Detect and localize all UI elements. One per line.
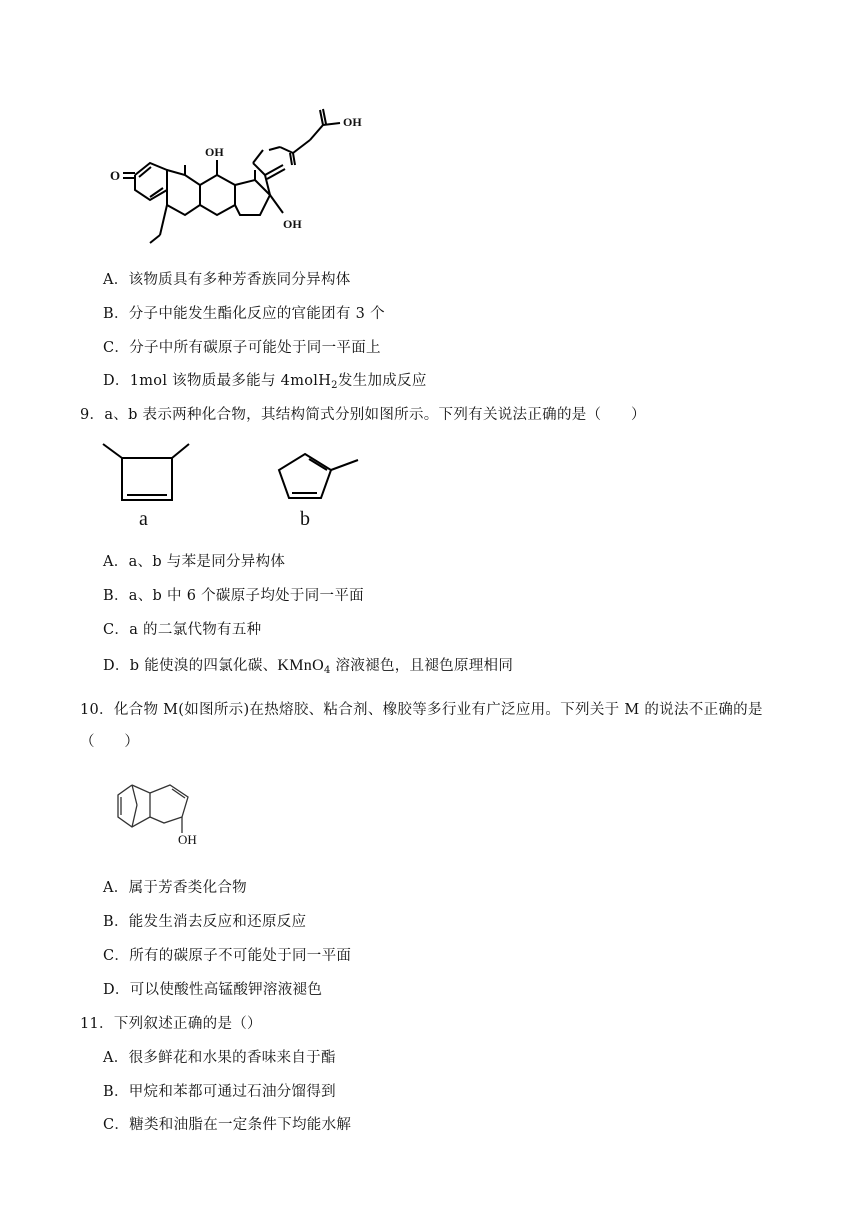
q9-structures-svg	[95, 440, 375, 535]
q10-option-d: D．可以使酸性高锰酸钾溶液褪色	[103, 982, 323, 998]
q8-option-d-tail: 发生加成反应	[337, 373, 427, 389]
q9-stem: 9．a、b 表示两种化合物，其结构简式分别如图所示。下列有关说法正确的是（ ）	[80, 407, 646, 423]
q9-option-d	[103, 656, 513, 681]
q11-option-c: C．糖类和油脂在一定条件下均能水解	[103, 1117, 352, 1133]
q10-option-a: A．属于芳香类化合物	[103, 880, 247, 896]
label-a: a	[139, 508, 148, 530]
q9-option-c: C．a 的二氯代物有五种	[103, 622, 262, 638]
q11-option-a: A．很多鲜花和水果的香味来自于酯	[103, 1050, 336, 1066]
q11-stem: 11．下列叙述正确的是（）	[80, 1016, 262, 1032]
oh-label-top: OH	[205, 145, 224, 159]
q9-option-a: A．a、b 与苯是同分异构体	[103, 554, 286, 570]
q8-option-d-text: D．1mol 该物质最多能与 4molH	[103, 373, 332, 389]
oh-label-bottom: OH	[283, 217, 302, 231]
q10-stem-line1: 10．化合物 M(如图所示)在热熔胶、粘合剂、橡胶等多行业有广泛应用。下列关于 M 的说法不正确的是	[80, 702, 763, 718]
q10-stem-line2: （ ）	[80, 734, 140, 750]
q8-option-b: B．分子中能发生酯化反应的官能团有 3 个	[103, 306, 385, 322]
q8-option-c: C．分子中所有碳原子可能处于同一平面上	[103, 340, 381, 356]
q10-structure-figure	[112, 775, 212, 855]
q11-option-b: B．甲烷和苯都可通过石油分馏得到	[103, 1084, 336, 1100]
q9-option-b: B．a、b 中 6 个碳原子均处于同一平面	[103, 588, 364, 604]
q8-option-a: A．该物质具有多种芳香族同分异构体	[103, 272, 351, 288]
label-b: b	[300, 508, 310, 530]
q10-option-c: C．所有的碳原子不可能处于同一平面	[103, 948, 352, 964]
q10-structure-svg	[112, 775, 212, 855]
q10-option-b: B．能发生消去反应和还原反应	[103, 914, 307, 930]
q10-oh-label: OH	[178, 832, 197, 847]
q8-option-d-subscript: 2	[331, 380, 338, 391]
steroid-structure-svg	[105, 95, 375, 275]
q9-option-d-formula: KMnO	[277, 657, 324, 674]
q9-option-d-text: D．b 能使溴的四氯化碳、	[103, 658, 278, 674]
q9-structures-figure	[95, 440, 375, 535]
q9-option-d-tail: 溶液褪色，且褪色原理相同	[330, 658, 514, 674]
q9-option-d-subscript: 4	[323, 665, 331, 676]
steroid-structure-figure	[105, 95, 375, 275]
o-label-left: O	[110, 168, 121, 183]
oh-label-acid: OH	[343, 115, 362, 129]
q8-option-d	[103, 371, 427, 396]
